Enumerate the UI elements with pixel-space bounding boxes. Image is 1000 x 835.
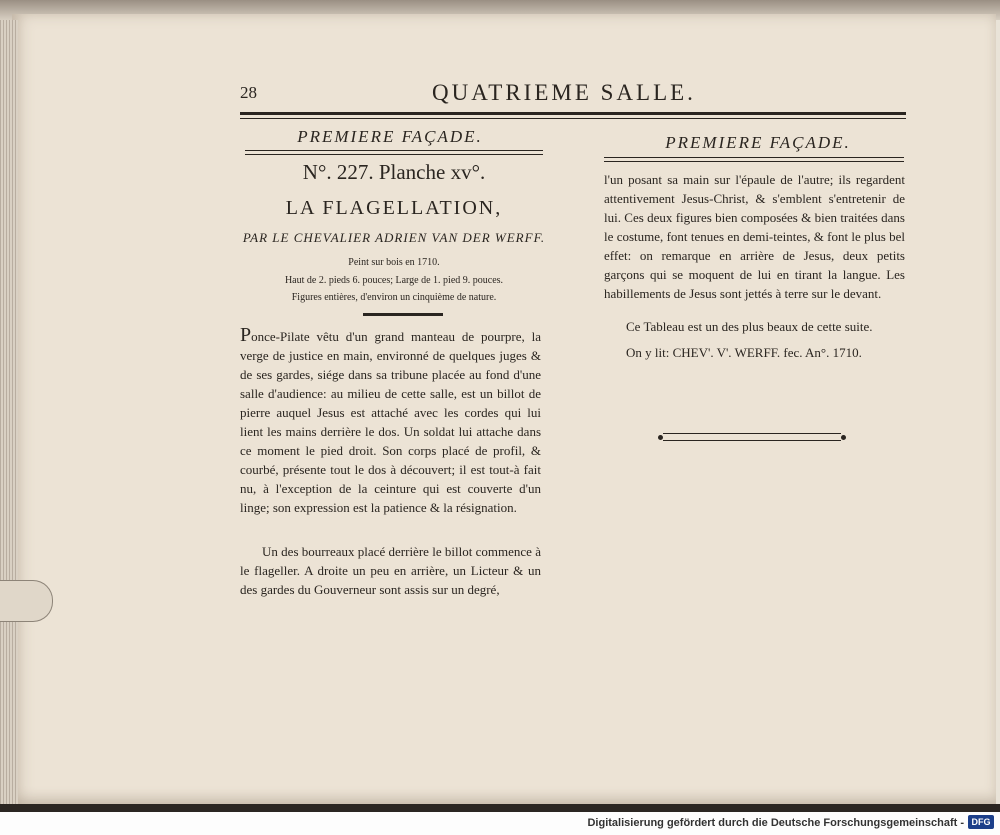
entry-number: N°. 227. Planche xv°. [302, 160, 486, 184]
right-paragraph-1: l'un posant sa main sur l'épaule de l'autre; ils regardent attentivement Jesus-Christ, & s'emblent s'entretenir de lui. Ces deux figures bien composées & bien traitées dans le costume, font tenues en demi-teintes, & font le plus bel effet: on remarque en arrière de Jesus, deux petits garçons qui se moquent de lui en tirant la langue. Les habillements de Jesus sont jettés à terre sur le devant. [604, 172, 905, 301]
entry-detail-medium: Peint sur bois en 1710. [348, 257, 440, 268]
entry-subject: LA FLAGELLATION, [285, 197, 503, 219]
left-paragraph-1 [240, 326, 541, 517]
digitization-credit: Digitalisierung gefördert durch die Deutsche Forschungsgemeinschaft - [587, 817, 964, 829]
right-section-heading: PREMIERE FAÇADE. [665, 133, 851, 152]
scan-edge-strip [0, 804, 1000, 812]
thumb-index-tab [0, 580, 53, 622]
left-section-rule [245, 150, 543, 155]
entry-ornament-rule [363, 313, 443, 316]
right-paragraph-2: Ce Tableau est un des plus beaux de cette suite. [626, 319, 873, 334]
dfg-logo: DFG [968, 815, 994, 829]
entry-detail-dimensions: Haut de 2. pieds 6. pouces; Large de 1. pied 9. pouces. [284, 275, 504, 286]
running-title: QUATRIEME SALLE. [432, 80, 696, 105]
left-paragraph-1-text: once-Pilate vêtu d'un grand manteau de pourpre, la verge de justice en main, environné de quelques juges & de ses gardes, siége dans sa tribune placée au fond d'une salle d'audience: au milieu de cette salle, est un billot de pierre auquel Jesus est attaché avec les cordes qui lui lient les mains derrière le dos. Un soldat lui attache dans ce moment le pied droit. Son corps placé de profil, & courbé, présente tout le dos à découvert; il est tout-à fait nu, à l'exception de la ceinture qui est couverte d'un linge; son expression est la patience & la résignation. [240, 329, 541, 515]
right-section-rule [604, 157, 904, 162]
header-rule-thin [240, 118, 906, 119]
entry-detail-figures: Figures entières, d'environ un cinquième de nature. [291, 292, 497, 303]
drop-cap: P [240, 324, 252, 346]
page-stack-edge [0, 20, 18, 805]
left-paragraph-2: Un des bourreaux placé derrière le billot commence à le flageller. A droite un peu en arrière, un Licteur & un des gardes du Gouverneur sont assis sur un degré, [240, 544, 541, 597]
entry-artist: PAR LE CHEVALIER ADRIEN VAN DER WERFF. [242, 230, 546, 245]
page-number: 28 [240, 83, 257, 102]
left-section-heading: PREMIERE FAÇADE. [297, 127, 483, 146]
right-paragraph-3: On y lit: CHEV'. V'. WERFF. fec. An°. 1710. [626, 345, 862, 360]
end-ornament [663, 433, 841, 441]
header-rule [240, 112, 906, 115]
